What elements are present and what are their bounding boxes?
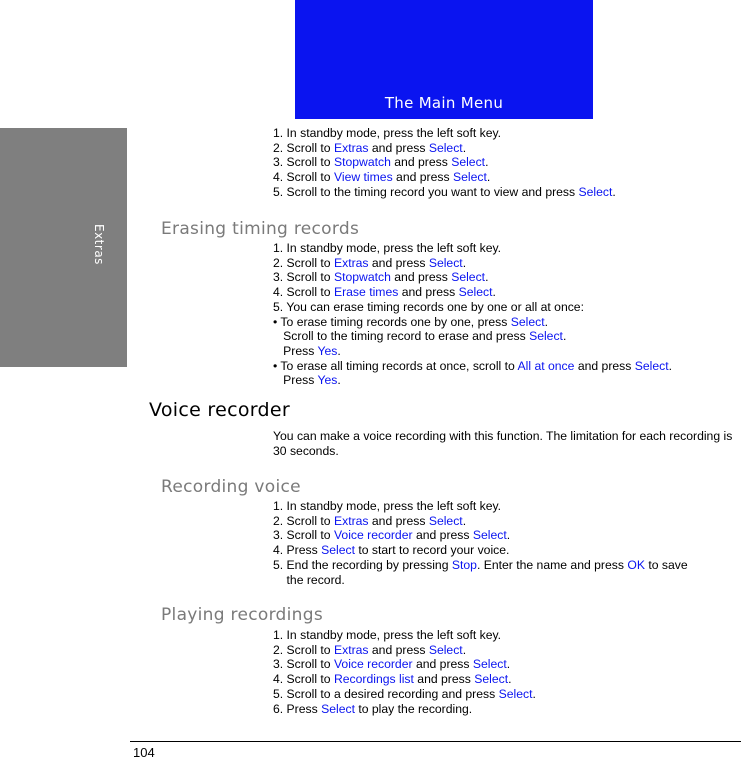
menu-term: Extras bbox=[333, 642, 369, 657]
menu-term: Select bbox=[578, 184, 613, 199]
menu-term: Select bbox=[472, 657, 507, 672]
step-text: and press bbox=[368, 513, 429, 528]
list-item bbox=[273, 315, 672, 330]
list-item bbox=[273, 170, 616, 185]
list-item bbox=[273, 185, 616, 200]
step-text: 2. Scroll to bbox=[273, 642, 334, 657]
side-tab-label: Extras bbox=[92, 224, 106, 265]
footer-rule bbox=[130, 741, 741, 742]
menu-term: Erase times bbox=[333, 285, 399, 300]
step-text: • To erase timing records one by one, press bbox=[273, 314, 511, 329]
step-text: . bbox=[462, 642, 467, 657]
list-item bbox=[273, 687, 536, 702]
list-item bbox=[273, 359, 672, 374]
menu-term: Select bbox=[451, 270, 486, 285]
list-item bbox=[273, 300, 672, 315]
list-item bbox=[273, 285, 672, 300]
menu-term: Stopwatch bbox=[333, 155, 391, 170]
menu-term: Select bbox=[451, 155, 486, 170]
step-text: 4. Press bbox=[273, 543, 322, 558]
step-text: 4. Scroll to bbox=[273, 672, 334, 687]
menu-term: Voice recorder bbox=[333, 657, 413, 672]
step-text: 5. Scroll to a desired recording and press bbox=[273, 686, 499, 701]
menu-term: All at once bbox=[517, 358, 575, 373]
list-item bbox=[273, 543, 688, 558]
step-text: . bbox=[462, 255, 467, 270]
page-number: 104 bbox=[133, 745, 155, 760]
step-text: Press bbox=[273, 373, 318, 388]
voice-recorder-intro: You can make a voice recording with this function. The limitation for each recording is 30 seconds. bbox=[273, 429, 733, 458]
step-text: 2. Scroll to bbox=[273, 513, 334, 528]
menu-term: Select bbox=[510, 314, 545, 329]
menu-term: Stopwatch bbox=[333, 270, 391, 285]
step-text: and press bbox=[390, 270, 452, 285]
step-text: . Enter the name and press bbox=[476, 557, 628, 572]
step-text: to start to record your voice. bbox=[354, 543, 510, 558]
menu-term: OK bbox=[627, 557, 645, 572]
step-text: 1. In standby mode, press the left soft key. bbox=[273, 499, 502, 513]
list-item bbox=[273, 256, 672, 271]
step-text: . bbox=[544, 314, 549, 329]
list-item bbox=[273, 558, 688, 573]
step-text: . bbox=[562, 329, 567, 344]
menu-term: Select bbox=[428, 255, 463, 270]
step-text: and press bbox=[412, 528, 473, 543]
list-item bbox=[273, 643, 536, 658]
menu-term: Select bbox=[428, 140, 463, 155]
erasing-steps bbox=[273, 241, 672, 388]
step-text: and press bbox=[413, 672, 475, 687]
recording-heading: Recording voice bbox=[161, 477, 301, 497]
menu-term: View times bbox=[333, 170, 393, 185]
step-text: 3. Scroll to bbox=[273, 528, 334, 543]
view-times-steps bbox=[273, 126, 616, 200]
step-text: 4. Scroll to bbox=[273, 170, 334, 185]
step-text: Press bbox=[273, 343, 318, 358]
step-text: 1. In standby mode, press the left soft key. bbox=[273, 241, 502, 255]
erasing-heading: Erasing timing records bbox=[161, 219, 360, 239]
menu-term: Extras bbox=[333, 255, 369, 270]
list-item bbox=[273, 528, 688, 543]
playing-steps bbox=[273, 628, 536, 716]
step-text: and press bbox=[398, 285, 459, 300]
step-text: . bbox=[612, 184, 616, 199]
step-text: to save bbox=[644, 557, 688, 572]
step-text: . bbox=[492, 285, 496, 300]
step-text: 3. Scroll to bbox=[273, 657, 334, 672]
menu-term: Extras bbox=[333, 140, 369, 155]
step-text: and press bbox=[368, 140, 429, 155]
list-item bbox=[273, 657, 536, 672]
step-text: . bbox=[462, 513, 467, 528]
step-text: 3. Scroll to bbox=[273, 270, 334, 285]
list-item bbox=[273, 628, 536, 643]
step-text: 5. End the recording by pressing bbox=[273, 557, 452, 572]
list-item bbox=[273, 514, 688, 529]
menu-term: Select bbox=[474, 672, 509, 687]
step-text: . bbox=[486, 170, 491, 185]
list-item bbox=[273, 573, 688, 588]
step-text: 1. In standby mode, press the left soft key. bbox=[273, 126, 502, 140]
step-text: and press bbox=[392, 170, 453, 185]
step-text: and press bbox=[412, 657, 473, 672]
list-item bbox=[273, 126, 616, 141]
step-text: . bbox=[508, 672, 512, 687]
menu-term: Select bbox=[321, 701, 355, 716]
list-item bbox=[273, 155, 616, 170]
menu-term: Select bbox=[634, 358, 669, 373]
menu-term: Select bbox=[529, 329, 563, 344]
list-item bbox=[273, 702, 536, 717]
menu-term: Select bbox=[428, 642, 463, 657]
list-item bbox=[273, 329, 672, 344]
list-item bbox=[273, 672, 536, 687]
step-text: Scroll to the timing record to erase and press bbox=[273, 329, 530, 344]
step-text: . bbox=[532, 686, 536, 701]
step-text: . bbox=[462, 140, 467, 155]
menu-term: Extras bbox=[333, 513, 369, 528]
menu-term: Select bbox=[321, 543, 355, 558]
step-text: and press bbox=[574, 358, 635, 373]
step-text: . bbox=[337, 373, 341, 388]
menu-term: Recordings list bbox=[333, 672, 414, 687]
playing-heading: Playing recordings bbox=[161, 605, 323, 625]
step-text: 2. Scroll to bbox=[273, 140, 334, 155]
step-text: 2. Scroll to bbox=[273, 255, 334, 270]
step-text: 6. Press bbox=[273, 701, 322, 716]
step-text: • To erase all timing records at once, scroll to bbox=[273, 358, 518, 373]
step-text: . bbox=[506, 528, 511, 543]
list-item bbox=[273, 344, 672, 359]
menu-term: Voice recorder bbox=[333, 528, 413, 543]
list-item bbox=[273, 241, 672, 256]
menu-term: Yes bbox=[317, 373, 338, 388]
voice-recorder-heading: Voice recorder bbox=[149, 399, 290, 421]
menu-term: Stop bbox=[451, 557, 477, 572]
list-item bbox=[273, 499, 688, 514]
list-item bbox=[273, 270, 672, 285]
menu-term: Select bbox=[428, 513, 463, 528]
step-text: 5. Scroll to the timing record you want to view and press bbox=[273, 184, 579, 199]
step-text: the record. bbox=[273, 572, 345, 587]
menu-term: Select bbox=[452, 170, 487, 185]
step-text: . bbox=[506, 657, 511, 672]
step-text: 3. Scroll to bbox=[273, 155, 334, 170]
recording-steps bbox=[273, 499, 688, 587]
step-text: to play the recording. bbox=[354, 701, 473, 716]
step-text: . bbox=[337, 343, 341, 358]
menu-term: Select bbox=[472, 528, 507, 543]
step-text: and press bbox=[390, 155, 452, 170]
step-text: and press bbox=[368, 642, 429, 657]
step-text: 4. Scroll to bbox=[273, 285, 334, 300]
main-menu-banner bbox=[295, 0, 593, 119]
side-tab bbox=[0, 128, 127, 367]
step-text: and press bbox=[368, 255, 429, 270]
step-text: . bbox=[485, 155, 489, 170]
step-text: . bbox=[485, 270, 489, 285]
menu-term: Yes bbox=[317, 343, 338, 358]
step-text: 1. In standby mode, press the left soft key. bbox=[273, 628, 502, 642]
menu-term: Select bbox=[458, 285, 493, 300]
step-text: . bbox=[668, 358, 672, 373]
banner-title: The Main Menu bbox=[384, 94, 504, 112]
list-item bbox=[273, 373, 672, 388]
menu-term: Select bbox=[498, 686, 533, 701]
step-text: 5. You can erase timing records one by one or all at once: bbox=[273, 299, 584, 314]
list-item bbox=[273, 141, 616, 156]
